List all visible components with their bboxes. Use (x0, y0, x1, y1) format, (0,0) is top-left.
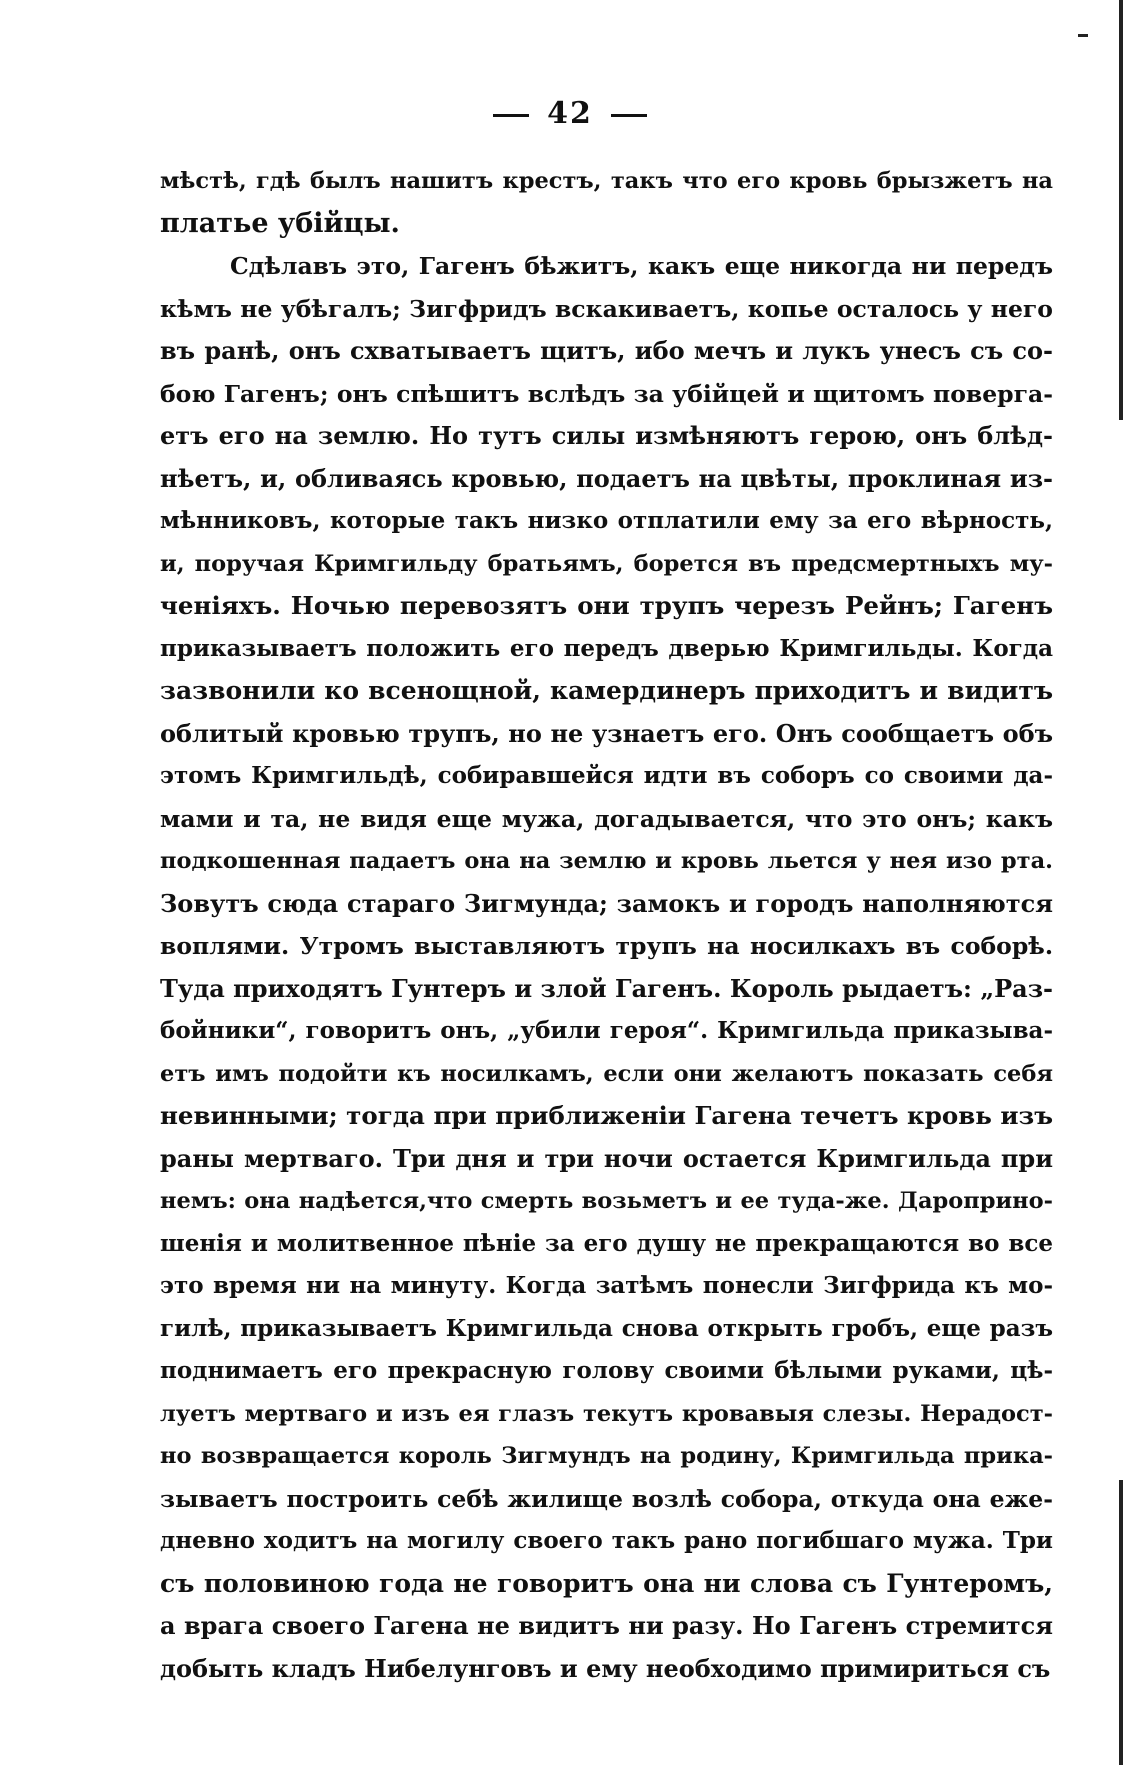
text-line: подкошенная падаетъ она на землю и кровь льется у нея изо рта. (160, 848, 1053, 874)
text-line: етъ его на землю. Но тутъ силы измѣняютъ герою, онъ блѣд- (160, 421, 1053, 450)
text-line: а врага своего Гагена не видитъ ни разу. Но Гагенъ стремится (160, 1611, 1053, 1640)
text-line: Туда приходятъ Гунтеръ и злой Гагенъ. Король рыдаетъ: „Раз- (160, 973, 1053, 1003)
text-line: это время ни на минуту. Когда затѣмъ понесли Зигфрида къ мо- (160, 1272, 1053, 1299)
scan-edge-line (1119, 0, 1123, 420)
text-line: и, поручая Кримгильду братьямъ, борется въ предсмертныхъ му- (160, 550, 1053, 577)
text-line: бойники“, говоритъ онъ, „убили героя“. Кримгильда приказыва- (160, 1017, 1053, 1044)
text-line: кѣмъ не убѣгалъ; Зигфридъ вскакиваетъ, копье осталось у него (160, 294, 1053, 323)
left-dash (493, 114, 529, 117)
text-line: облитый кровью трупъ, но не узнаетъ его. Онъ сообщаетъ объ (160, 718, 1053, 748)
text-line: ченіяхъ. Ночью перевозятъ они трупъ черезъ Рейнъ; Гагенъ (160, 591, 1053, 620)
page-number: 42 (547, 96, 593, 131)
text-line: невинными; тогда при приближеніи Гагена течетъ кровь изъ (160, 1101, 1053, 1130)
text-line: гилѣ, приказываетъ Кримгильда снова открыть гробъ, еще разъ (160, 1314, 1053, 1342)
text-line: Сдѣлавъ это, Гагенъ бѣжитъ, какъ еще никогда ни передъ (230, 252, 1053, 280)
text-line: шенія и молитвенное пѣніе за его душу не прекращаются во все (160, 1229, 1053, 1257)
text-line: дневно ходитъ на могилу своего такъ рано погибшаго мужа. Три (160, 1527, 1053, 1554)
text-line: нѣетъ, и, обливаясь кровью, подаетъ на цвѣты, проклиная из- (160, 463, 1053, 493)
text-line: бою Гагенъ; онъ спѣшитъ вслѣдъ за убійцей и щитомъ поверга- (160, 379, 1053, 408)
text-line: немъ: она надѣется,что смерть возьметъ и ее туда-же. Дароприно- (160, 1188, 1053, 1214)
scan-edge-line (1119, 1480, 1123, 1765)
text-line: съ половиною года не говоритъ она ни слова съ Гунтеромъ, (160, 1568, 1053, 1598)
body-text (160, 160, 1053, 1690)
text-line: раны мертваго. Три дня и три ночи остается Кримгильда при (160, 1143, 1053, 1173)
text-line: мѣнниковъ, которые такъ низко отплатили ему за его вѣрность, (160, 507, 1053, 534)
text-line: зазвонили ко всенощной, камердинеръ приходитъ и видитъ (160, 676, 1053, 705)
text-line: Зовутъ сюда стараго Зигмунда; замокъ и городъ наполняются (160, 888, 1053, 918)
text-line: мами и та, не видя еще мужа, догадывается, что это онъ; какъ (160, 804, 1053, 833)
right-dash (611, 114, 647, 117)
text-line: этомъ Кримгильдѣ, собиравшейся идти въ соборъ со своими да- (160, 762, 1053, 789)
text-line: воплями. Утромъ выставляютъ трупъ на носилкахъ въ соборѣ. (160, 932, 1053, 960)
text-line: платье убійцы. (160, 207, 400, 239)
text-line: добыть кладъ Нибелунговъ и ему необходимо примириться съ (160, 1653, 1051, 1683)
page-number-header (0, 96, 1140, 131)
text-line: етъ имъ подойти къ носилкамъ, если они желаютъ показать себя (160, 1060, 1053, 1087)
text-line: поднимаетъ его прекрасную голову своими бѣлыми руками, цѣ- (160, 1357, 1053, 1384)
text-line: въ ранѣ, онъ схватываетъ щитъ, ибо мечъ и лукъ унесъ съ со- (160, 336, 1053, 365)
scan-edge-mark (1078, 34, 1088, 37)
text-line: луетъ мертваго и изъ ея глазъ текутъ кровавыя слезы. Нерадост- (160, 1400, 1053, 1427)
text-line: зываетъ построить себѣ жилище возлѣ собора, откуда она еже- (160, 1484, 1053, 1513)
text-line: мѣстѣ, гдѣ былъ нашитъ крестъ, такъ что его кровь брызжетъ на (160, 168, 1053, 194)
text-line: приказываетъ положить его передъ дверью Кримгильды. Когда (160, 634, 1053, 662)
text-line: но возвращается король Зигмундъ на родину, Кримгильда прика- (160, 1443, 1053, 1469)
